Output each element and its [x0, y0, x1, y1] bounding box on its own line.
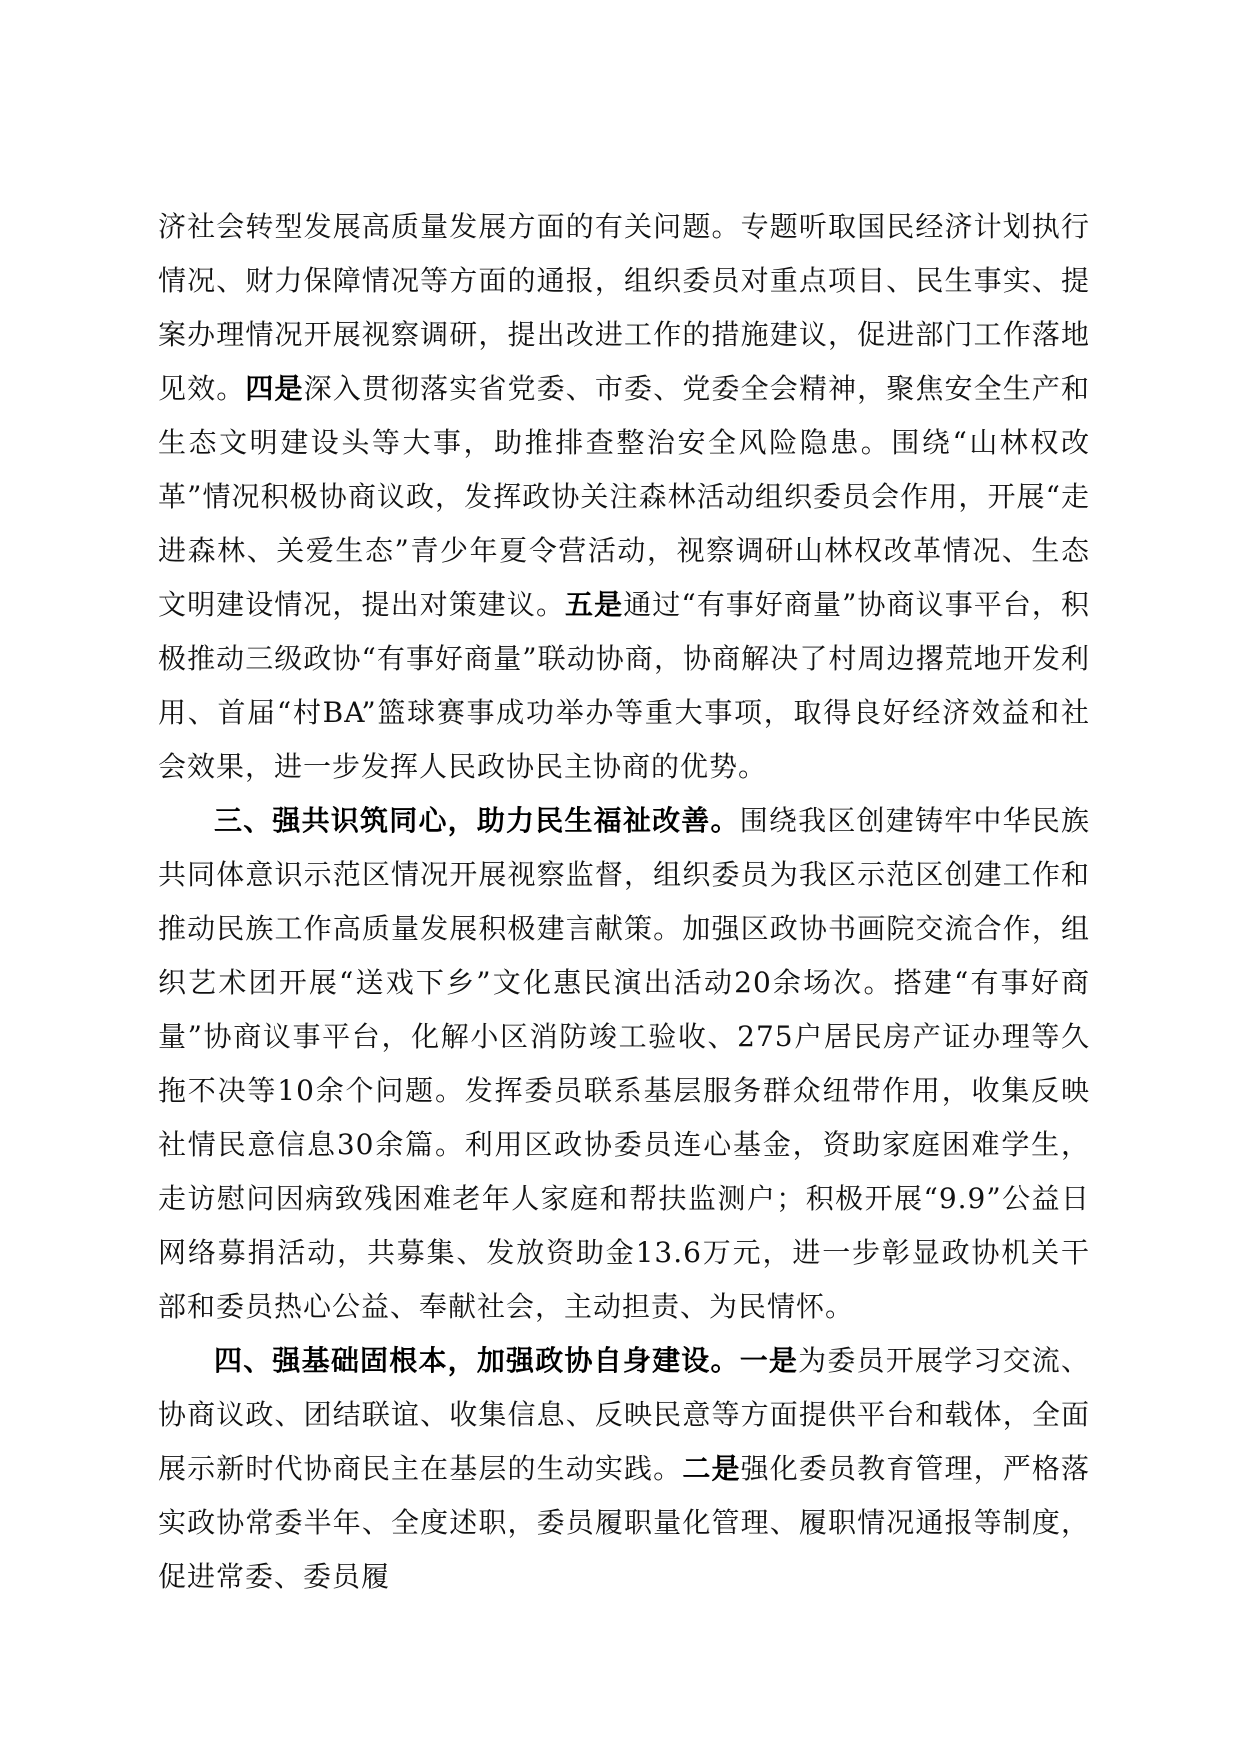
document-body: [158, 200, 1090, 1604]
section-four-item-one-label: 一是: [739, 1344, 799, 1377]
section-three-heading: 三、强共识筑同心，助力民生福祉改善。: [214, 804, 740, 837]
paragraph-1-heading-five: 五是: [565, 588, 624, 621]
section-four-item-two-label: 二是: [682, 1452, 741, 1485]
section-four-item-two-text: 强化委员教育管理，严格落实政协常委半年、全度述职，委员履职量化管理、履职情况通报等制度，促进常委、委员履: [158, 1452, 1090, 1593]
paragraph-2: [158, 794, 1090, 1334]
paragraph-1-text-2: 深入贯彻落实省党委、市委、党委全会精神，聚焦安全生产和生态文明建设头等大事，助推排查整治安全风险隐患。围绕“山林权改革”情况积极协商议政，发挥政协关注森林活动组织委员会作用，开展“走进森林、关爱生态”青少年夏令营活动，视察调研山林权改革情况、生态文明建设情况，提出对策建议。: [158, 372, 1090, 621]
section-four-heading: 四、强基础固根本，加强政协自身建设。: [214, 1344, 740, 1377]
paragraph-1-heading-four: 四是: [245, 372, 304, 405]
paragraph-1-text-3: 通过“有事好商量”协商议事平台，积极推动三级政协“有事好商量”联动协商，协商解决了村周边撂荒地开发利用、首届“村BA”篮球赛事成功举办等重大事项，取得良好经济效益和社会效果，进一步发挥人民政协民主协商的优势。: [158, 588, 1090, 783]
section-three-text: 围绕我区创建铸牢中华民族共同体意识示范区情况开展视察监督，组织委员为我区示范区创建工作和推动民族工作高质量发展积极建言献策。加强区政协书画院交流合作，组织艺术团开展“送戏下乡”文化惠民演出活动20余场次。搭建“有事好商量”协商议事平台，化解小区消防竣工验收、275户居民房产证办理等久拖不决等10余个问题。发挥委员联系基层服务群众纽带作用，收集反映社情民意信息30余篇。利用区政协委员连心基金，资助家庭困难学生，走访慰问因病致残困难老年人家庭和帮扶监测户；积极开展“9.9”公益日网络募捐活动，共募集、发放资助金13.6万元，进一步彰显政协机关干部和委员热心公益、奉献社会，主动担责、为民情怀。: [158, 804, 1090, 1323]
paragraph-1: [158, 200, 1090, 794]
section-four-item-one-text: 为委员开展学习交流、协商议政、团结联谊、收集信息、反映民意等方面提供平台和载体，全面展示新时代协商民主在基层的生动实践。: [158, 1344, 1090, 1485]
paragraph-1-text-1: 济社会转型发展高质量发展方面的有关问题。专题听取国民经济计划执行情况、财力保障情况等方面的通报，组织委员对重点项目、民生事实、提案办理情况开展视察调研，提出改进工作的措施建议，促进部门工作落地见效。: [158, 210, 1090, 405]
paragraph-3: [158, 1334, 1090, 1604]
